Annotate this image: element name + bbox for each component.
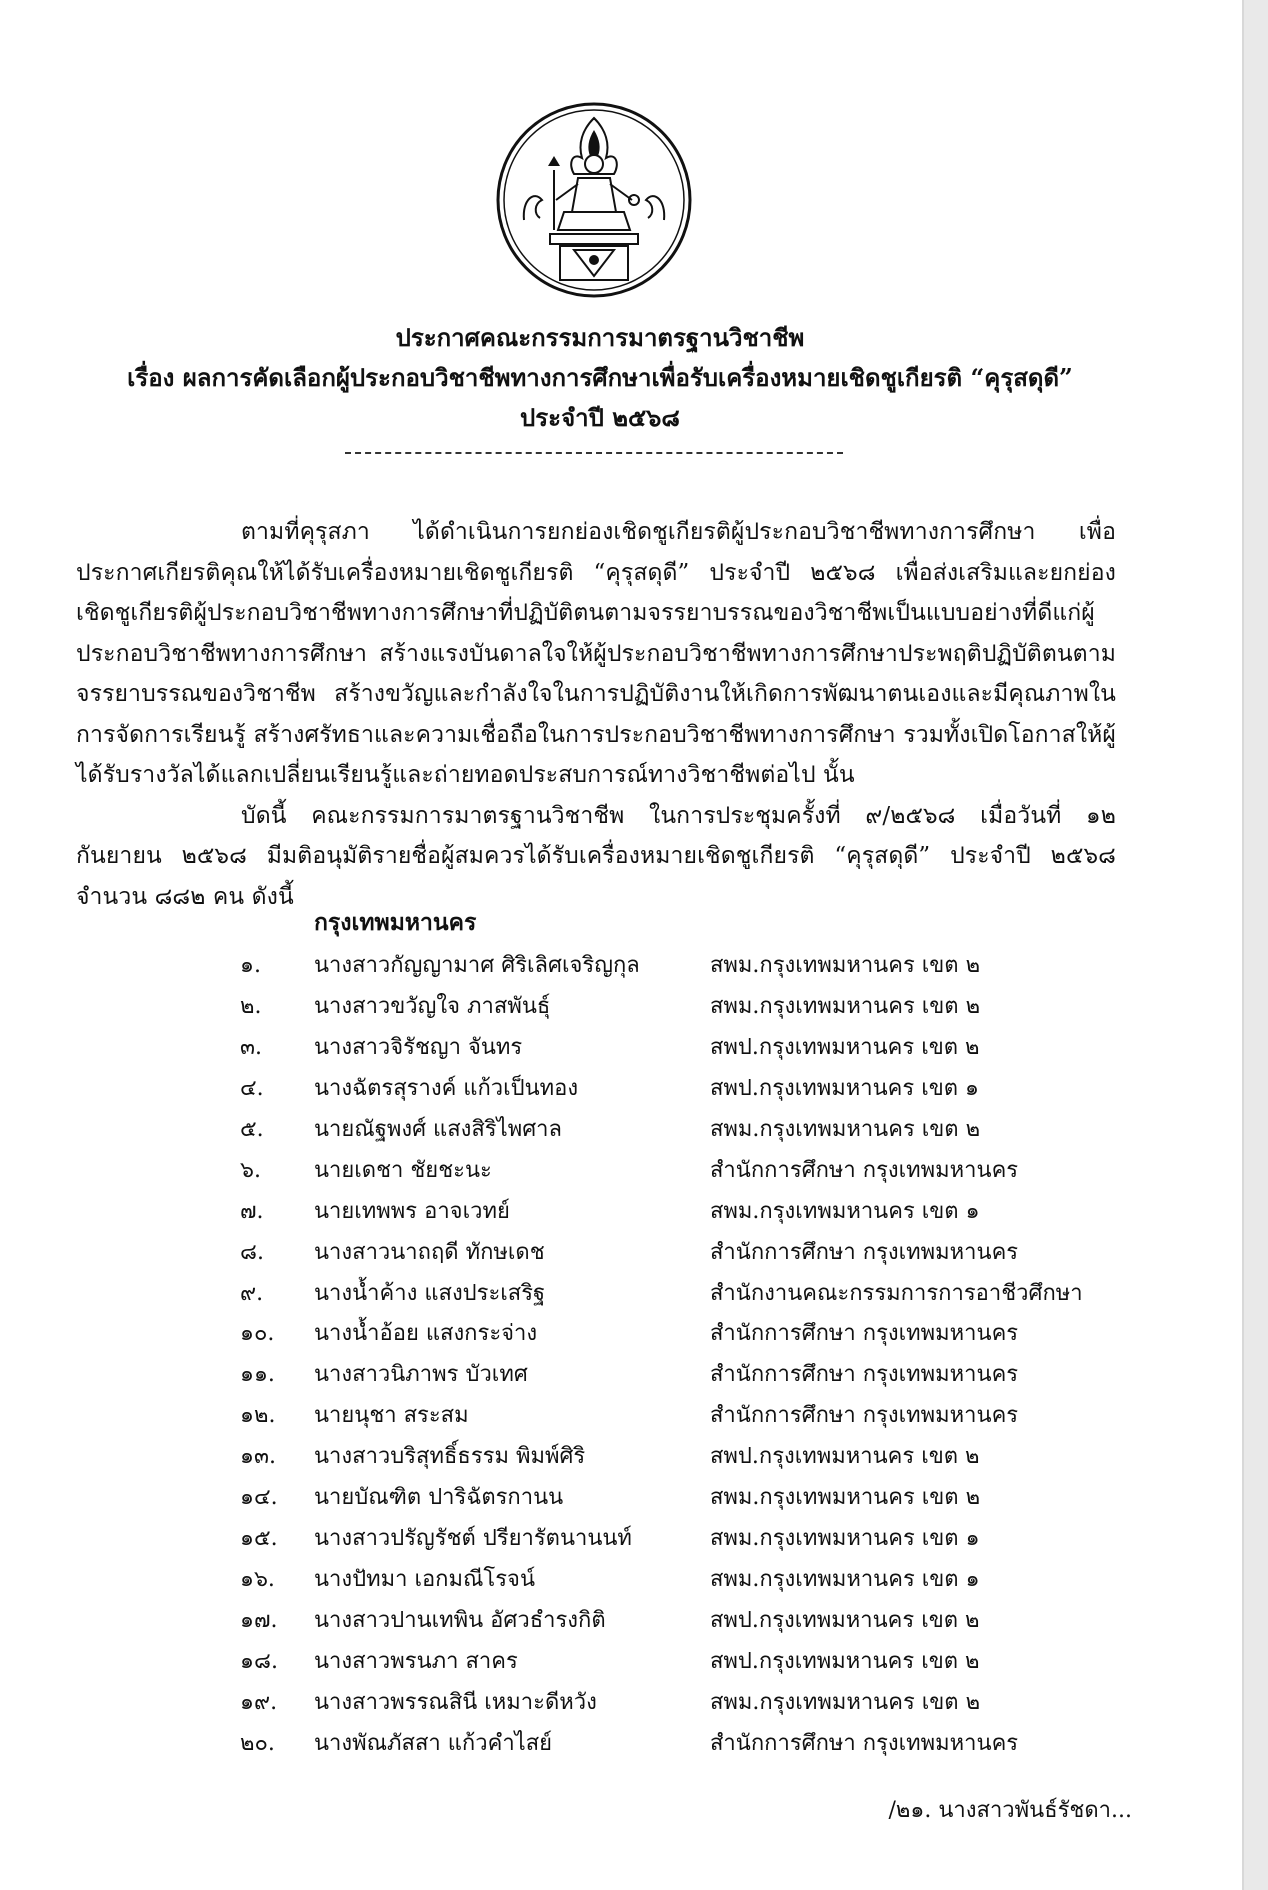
- awardee-name: นางน้ำอ้อย แสงกระจ่าง: [314, 1321, 538, 1347]
- awardee-name: นางพัณภัสสา แก้วคำไสย์: [314, 1730, 553, 1756]
- item-number: ๑๕.: [240, 1526, 278, 1552]
- list-item: [0, 1560, 1200, 1601]
- awardee-list: [0, 946, 1200, 1765]
- awardee-organization: สพม.กรุงเทพมหานคร เขต ๒: [710, 1116, 981, 1142]
- list-item: [0, 1028, 1200, 1069]
- item-number: ๑๓.: [240, 1444, 276, 1470]
- body-paragraph-2: บัดนี้ คณะกรรมการมาตรฐานวิชาชีพ ในการประชุมครั้งที่ ๙/๒๕๖๘ เมื่อวันที่ ๑๒ กันยายน ๒๕๖๘ มีมติอนุมัติรายชื่อผู้สมควรได้รับเครื่องหมายเชิดชูเกียรติ “คุรุสดุดี” ประจำปี ๒๕๖๘ จำนวน ๘๘๒ คน ดังนี้: [76, 802, 1117, 910]
- body-paragraph-1: ตามที่คุรุสภา ได้ดำเนินการยกย่องเชิดชูเกียรติผู้ประกอบวิชาชีพทางการศึกษา เพื่อประกาศเกียรติคุณให้ได้รับเครื่องหมายเชิดชูเกียรติ “คุรุสดุดี” ประจำปี ๒๕๖๘ เพื่อส่งเสริมและยกย่องเชิดชูเกียรติผู้ประกอบวิชาชีพทางการศึกษาที่ปฏิบัติตนตามจรรยาบรรณของวิชาชีพเป็นแบบอย่างที่ดีแก่ผู้ประกอบวิชาชีพทางการศึกษา สร้างแรงบันดาลใจให้ผู้ประกอบวิชาชีพทางการศึกษาประพฤติปฏิบัติตนตามจรรยาบรรณของวิชาชีพ สร้างขวัญและกำลังใจในการปฏิบัติงานให้เกิดการพัฒนาตนเองและมีคุณภาพในการจัดการเรียนรู้ สร้างศรัทธาและความเชื่อถือในการประกอบวิชาชีพทางการศึกษา รวมทั้งเปิดโอกาสให้ผู้ได้รับรางวัลได้แลกเปลี่ยนเรียนรู้และถ่ายทอดประสบการณ์ทางวิชาชีพต่อไป นั้น: [76, 519, 1116, 788]
- item-number: ๑๗.: [240, 1608, 278, 1633]
- announcement-subject: เรื่อง ผลการคัดเลือกผู้ประกอบวิชาชีพทางการศึกษาเพื่อรับเครื่องหมายเชิดชูเกียรติ “คุรุสดุดี”: [127, 363, 1073, 392]
- list-item: [0, 1396, 1200, 1437]
- awardee-name: นางสาวบริสุทธิ์ธรรม พิมพ์ศิริ: [314, 1444, 586, 1470]
- list-item: [0, 1437, 1200, 1478]
- awardee-name: นายนุชา สระสม: [314, 1403, 469, 1429]
- item-number: ๑๔.: [240, 1485, 278, 1511]
- awardee-name: นางสาวพรรณสินี เหมาะดีหวัง: [314, 1689, 597, 1715]
- item-number: ๑๐.: [240, 1321, 275, 1347]
- item-number: ๑๒.: [240, 1403, 276, 1429]
- awardee-organization: สพม.กรุงเทพมหานคร เขต ๒: [710, 1689, 981, 1715]
- awardee-organization: สำนักการศึกษา กรุงเทพมหานคร: [710, 1239, 1019, 1265]
- item-number: ๕.: [240, 1116, 264, 1142]
- awardee-organization: สพป.กรุงเทพมหานคร เขต ๒: [710, 1034, 980, 1060]
- region-heading: กรุงเทพมหานคร: [314, 909, 477, 936]
- awardee-organization: สพป.กรุงเทพมหานคร เขต ๒: [710, 1648, 980, 1674]
- awardee-name: นางน้ำค้าง แสงประเสริฐ: [314, 1280, 546, 1306]
- list-item: [0, 1233, 1200, 1274]
- awardee-organization: สพป.กรุงเทพมหานคร เขต ๒: [710, 1444, 980, 1470]
- list-item: [0, 1110, 1200, 1151]
- awardee-organization: สำนักการศึกษา กรุงเทพมหานคร: [710, 1362, 1019, 1388]
- item-number: ๑๑.: [240, 1362, 275, 1388]
- item-number: ๑๙.: [240, 1689, 278, 1715]
- item-number: ๑๖.: [240, 1567, 275, 1593]
- awardee-organization: สพม.กรุงเทพมหานคร เขต ๒: [710, 1485, 981, 1511]
- list-item: [0, 1314, 1200, 1355]
- awardee-name: นายบัณฑิต ปาริฉัตรกานน: [314, 1485, 564, 1511]
- awardee-name: นางสาวนาถฤดี ทักษเดช: [314, 1239, 545, 1265]
- announcement-year: ประจำปี ๒๕๖๘: [520, 403, 680, 432]
- awardee-organization: สพม.กรุงเทพมหานคร เขต ๑: [710, 1526, 980, 1552]
- body-text: [76, 512, 1116, 917]
- awardee-organization: สำนักการศึกษา กรุงเทพมหานคร: [710, 1730, 1019, 1756]
- awardee-name: นางสาวพรนภา สาคร: [314, 1648, 518, 1674]
- awardee-name: นางสาวกัญญามาศ ศิริเลิศเจริญกุล: [314, 953, 640, 978]
- item-number: ๓.: [240, 1034, 263, 1060]
- list-item: [0, 1355, 1200, 1396]
- awardee-organization: สพม.กรุงเทพมหานคร เขต ๑: [710, 1198, 980, 1224]
- list-item: [0, 1683, 1200, 1724]
- awardee-name: นางปัทมา เอกมณีโรจน์: [314, 1567, 535, 1593]
- awardee-name: นายณัฐพงศ์ แสงสิริไพศาล: [314, 1116, 562, 1142]
- awardee-organization: สำนักการศึกษา กรุงเทพมหานคร: [710, 1157, 1019, 1183]
- item-number: ๙.: [240, 1280, 264, 1306]
- awardee-name: นางฉัตรสุรางค์ แก้วเป็นทอง: [314, 1075, 579, 1101]
- item-number: ๒.: [240, 993, 262, 1019]
- item-number: ๗.: [240, 1198, 264, 1224]
- teachers-council-seal-icon: [494, 100, 694, 300]
- awardee-organization: สำนักการศึกษา กรุงเทพมหานคร: [710, 1403, 1019, 1429]
- awardee-name: นางสาวนิภาพร บัวเทศ: [314, 1362, 528, 1388]
- list-item: [0, 946, 1200, 987]
- awardee-organization: สพม.กรุงเทพมหานคร เขต ๒: [710, 953, 981, 978]
- list-item: [0, 1519, 1200, 1560]
- awardee-name: นางสาวปรัญรัชต์ ปรียารัตนานนท์: [314, 1526, 632, 1552]
- list-item: [0, 987, 1200, 1028]
- awardee-organization: สพป.กรุงเทพมหานคร เขต ๑: [710, 1075, 980, 1101]
- item-number: ๑.: [240, 953, 261, 978]
- announcement-title: ประกาศคณะกรรมการมาตรฐานวิชาชีพ: [395, 323, 805, 352]
- awardee-name: นายเดชา ชัยชะนะ: [314, 1157, 492, 1183]
- awardee-name: นางสาวขวัญใจ ภาสพันธุ์: [314, 993, 551, 1019]
- item-number: ๒๐.: [240, 1730, 275, 1756]
- awardee-organization: สำนักการศึกษา กรุงเทพมหานคร: [710, 1321, 1019, 1347]
- list-item: [0, 1192, 1200, 1233]
- awardee-name: นางสาวปานเทพิน อัศวธำรงกิติ: [314, 1608, 606, 1633]
- continuation-note: /๒๑. นางสาวพันธ์รัชดา...: [888, 1798, 1132, 1823]
- awardee-organization: สพม.กรุงเทพมหานคร เขต ๑: [710, 1567, 980, 1593]
- awardee-name: นายเทพพร อาจเวทย์: [314, 1198, 510, 1224]
- list-item: [0, 1478, 1200, 1519]
- awardee-name: นางสาวจิรัชญา จันทร: [314, 1034, 523, 1060]
- list-item: [0, 1151, 1200, 1192]
- awardee-organization: สพม.กรุงเทพมหานคร เขต ๒: [710, 993, 981, 1019]
- list-item: [0, 1274, 1200, 1315]
- item-number: ๔.: [240, 1075, 264, 1101]
- awardee-organization: สำนักงานคณะกรรมการการอาชีวศึกษา: [710, 1280, 1083, 1306]
- item-number: ๖.: [240, 1157, 261, 1183]
- awardee-organization: สพป.กรุงเทพมหานคร เขต ๒: [710, 1608, 980, 1633]
- list-item: [0, 1642, 1200, 1683]
- list-item: [0, 1069, 1200, 1110]
- list-item: [0, 1601, 1200, 1642]
- item-number: ๑๘.: [240, 1648, 278, 1674]
- item-number: ๘.: [240, 1239, 264, 1265]
- dashed-divider: [345, 452, 843, 454]
- list-item: [0, 1724, 1200, 1765]
